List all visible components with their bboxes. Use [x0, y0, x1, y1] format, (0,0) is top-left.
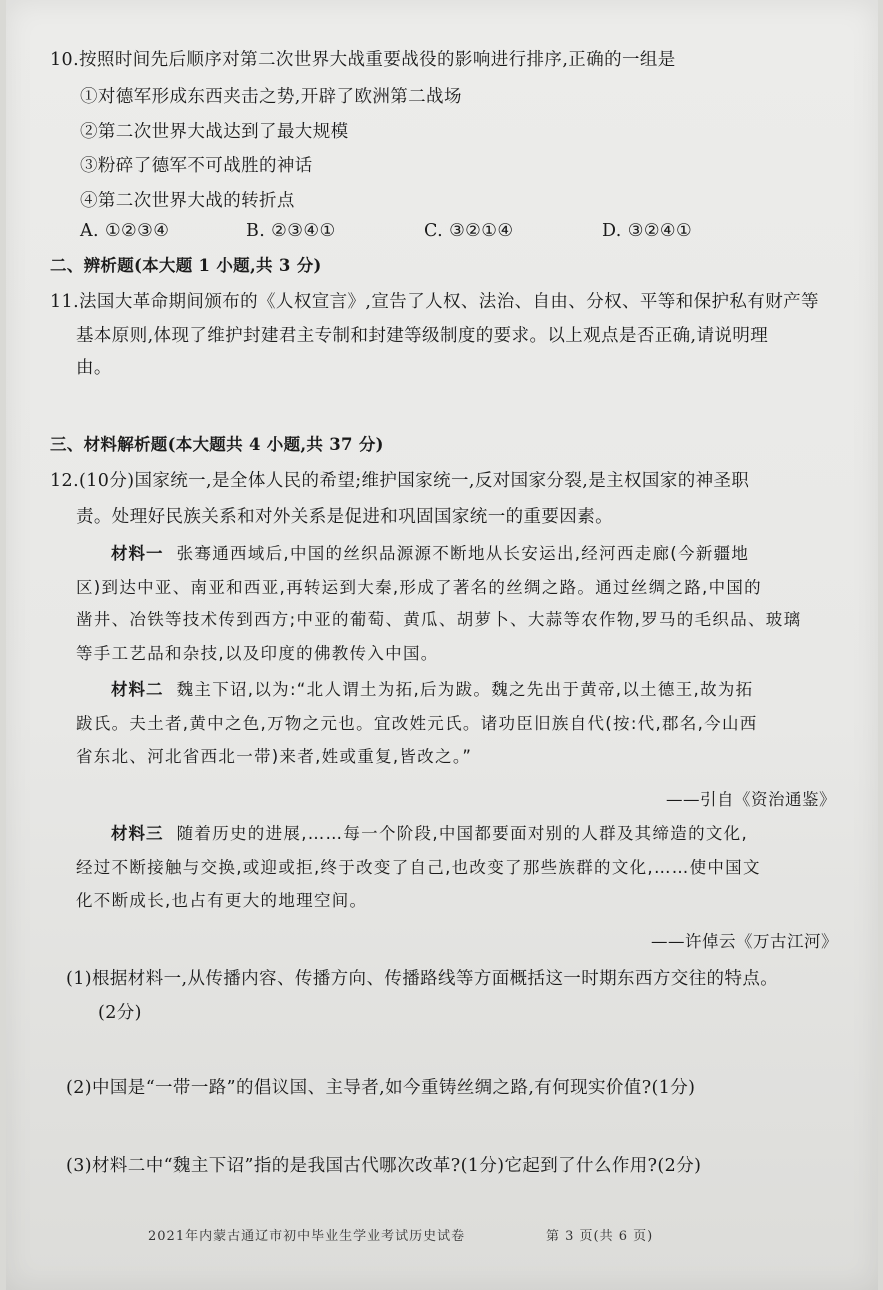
q10-item-4: ④第二次世界大战的转折点 [80, 191, 295, 211]
footer-exam-title: 2021年内蒙古通辽市初中毕业生学业考试历史试卷 [148, 1229, 466, 1244]
q12-sub1-score: (2分) [98, 1003, 142, 1023]
material2-line-3: 省东北、河北省西北一带)来者,姓或重复,皆改之。” [76, 747, 473, 766]
material2-label: 材料二 [111, 680, 164, 699]
q11-line-1: 11.法国大革命期间颁布的《人权宣言》,宣告了人权、法治、自由、分权、平等和保护私有财产等 [50, 292, 819, 312]
material3-line-3: 化不断成长,也占有更大的地理空间。 [76, 891, 368, 910]
material1-line-4: 等手工艺品和杂技,以及印度的佛教传入中国。 [76, 644, 439, 663]
material1-line-2: 区)到达中亚、南亚和西亚,再转运到大秦,形成了著名的丝绸之路。通过丝绸之路,中国的 [76, 578, 762, 597]
material3-line-2: 经过不断接触与交换,或迎或拒,终于改变了自己,也改变了那些族群的文化,……使中国文 [76, 858, 761, 877]
material1-text-1: 张骞通西域后,中国的丝织品源源不断地从长安运出,经河西走廊(今新疆地 [176, 544, 750, 563]
q12-stem-line-1: 12.(10分)国家统一,是全体人民的希望;维护国家统一,反对国家分裂,是主权国家的神圣职 [50, 471, 750, 491]
section3-title: 三、材料解析题(本大题共 4 小题,共 37 分) [50, 435, 384, 454]
material3-source: ——许倬云《万古江河》 [651, 932, 838, 951]
material3-text-1: 随着历史的进展,……每一个阶段,中国都要面对别的人群及其缔造的文化, [176, 824, 749, 843]
q10-option-b: B. ②③④① [246, 221, 336, 241]
q10-item-3: ③粉碎了德军不可战胜的神话 [80, 156, 313, 176]
q10-stem: 10.按照时间先后顺序对第二次世界大战重要战役的影响进行排序,正确的一组是 [50, 50, 676, 70]
material1-label: 材料一 [111, 544, 164, 563]
section2-title: 二、辨析题(本大题 1 小题,共 3 分) [50, 256, 322, 275]
material3-line-1 [111, 820, 748, 844]
exam-page [6, 0, 878, 1290]
q10-item-1: ①对德军形成东西夹击之势,开辟了欧洲第二战场 [80, 87, 462, 107]
material1-line-1 [111, 540, 749, 564]
q12-sub1: (1)根据材料一,从传播内容、传播方向、传播路线等方面概括这一时期东西方交往的特点。 [66, 969, 779, 989]
material2-text-1: 魏主下诏,以为:“北人谓土为拓,后为跋。魏之先出于黄帝,以土德王,故为拓 [176, 680, 754, 699]
q11-line-2: 基本原则,体现了维护封建君主专制和封建等级制度的要求。以上观点是否正确,请说明理 [76, 326, 769, 346]
q10-item-2: ②第二次世界大战达到了最大规模 [80, 122, 349, 142]
q10-option-d: D. ③②④① [602, 221, 693, 241]
q10-option-c: C. ③②①④ [424, 221, 514, 241]
q12-sub2: (2)中国是“一带一路”的倡议国、主导者,如今重铸丝绸之路,有何现实价值?(1分) [66, 1078, 696, 1098]
material3-label: 材料三 [111, 824, 164, 843]
q11-line-3: 由。 [76, 358, 112, 378]
material2-line-2: 跋氏。夫土者,黄中之色,万物之元也。宜改姓元氏。诸功臣旧族自代(按:代,郡名,今山西 [76, 714, 758, 733]
footer-page-number: 第 3 页(共 6 页) [546, 1229, 654, 1244]
material2-line-1 [111, 676, 753, 700]
q12-stem-line-2: 责。处理好民族关系和对外关系是促进和巩固国家统一的重要因素。 [76, 507, 613, 527]
q12-sub3: (3)材料二中“魏主下诏”指的是我国古代哪次改革?(1分)它起到了什么作用?(2分) [66, 1156, 702, 1176]
material1-line-3: 凿井、冶铁等技术传到西方;中亚的葡萄、黄瓜、胡萝卜、大蒜等农作物,罗马的毛织品、玻璃 [76, 610, 802, 629]
material2-source: ——引自《资治通鉴》 [666, 790, 836, 809]
q10-option-a: A. ①②③④ [80, 221, 170, 241]
